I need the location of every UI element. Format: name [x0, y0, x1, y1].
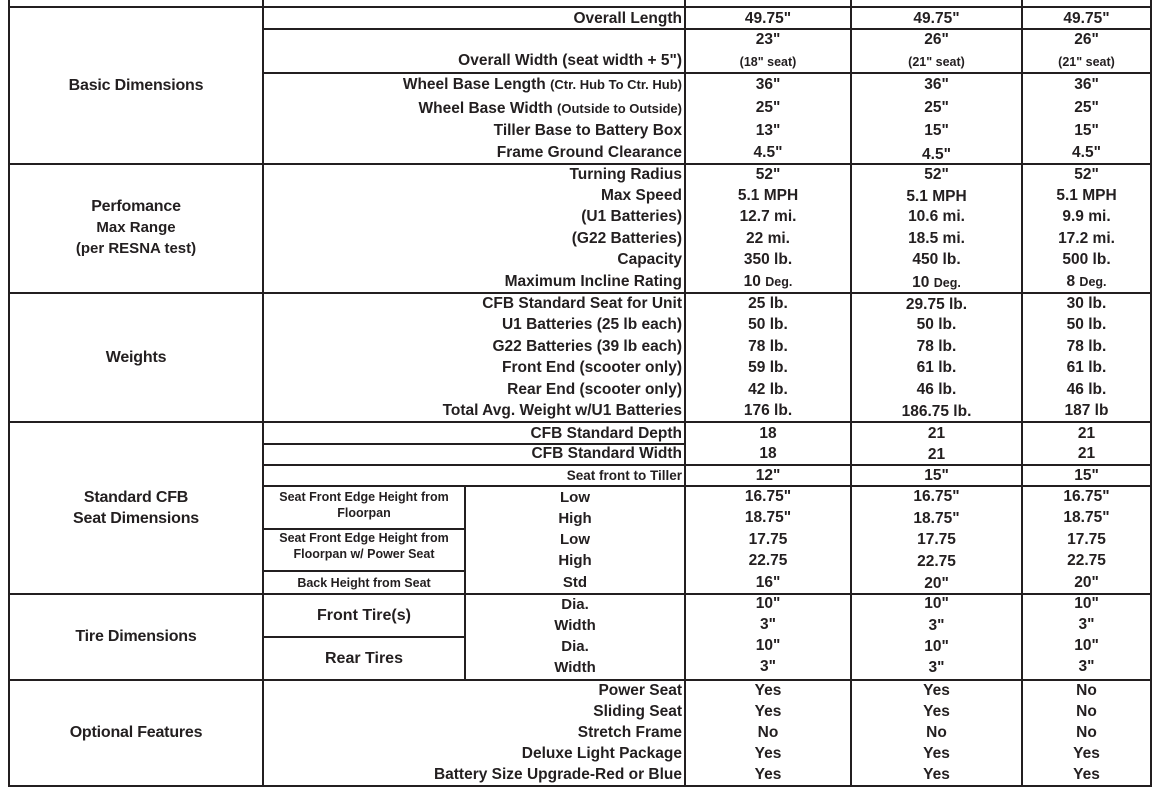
cell-value: Yes — [754, 766, 782, 783]
cell-value: 3" — [760, 616, 776, 633]
cell-value: 22.75 — [748, 552, 788, 569]
row-label: Frame Ground Clearance — [496, 144, 682, 161]
cell-value: 10 Deg. — [912, 274, 961, 291]
cell-value: 17.2 mi. — [1058, 230, 1115, 247]
cell-value: 3" — [760, 658, 776, 675]
sub-label: Width — [554, 659, 596, 676]
cell-value: No — [926, 724, 947, 741]
cell-value: 36" — [755, 76, 781, 93]
section-basic-dimensions — [10, 8, 262, 163]
section-seat-dimensions — [10, 423, 262, 593]
grid-line — [262, 485, 1152, 487]
cell-value: 21 — [1077, 425, 1096, 442]
grid-line — [262, 0, 264, 787]
grid-line — [8, 785, 1152, 787]
cell-value: 500 lb. — [1062, 251, 1111, 268]
cell-value: 15" — [924, 122, 949, 139]
row-label: Stretch Frame — [577, 724, 682, 741]
cell-value: Yes — [923, 766, 950, 783]
cell-value: 18.5 mi. — [908, 230, 965, 247]
sub-label: Low — [560, 489, 590, 506]
cell-value: 49.75" — [744, 10, 792, 27]
cell-value: 15" — [1074, 122, 1099, 139]
row-label: CFB Standard Seat for Unit — [482, 295, 682, 312]
cell-value: 3" — [1078, 658, 1095, 675]
cell-value: No — [1076, 682, 1097, 699]
cell-value: 16.75" — [744, 488, 792, 505]
cell-value: 22.75 — [917, 553, 956, 570]
cell-value: Yes — [754, 703, 782, 720]
cell-value: 50 lb. — [916, 316, 957, 333]
cell-note: (21" seat) — [1058, 55, 1115, 69]
cell-value: No — [1076, 703, 1097, 720]
sub-label: Dia. — [561, 596, 589, 613]
row-label: Sliding Seat — [593, 703, 682, 720]
cell-value: 25" — [1074, 99, 1099, 116]
cell-value: 46 lb. — [1066, 381, 1107, 398]
cell-value: Yes — [1073, 745, 1100, 762]
cell-value: 5.1 MPH — [737, 187, 799, 204]
cell-value: 21 — [927, 425, 946, 442]
cell-value: 12.7 mi. — [739, 208, 797, 225]
grid-line — [262, 464, 1152, 466]
section-title: Standard CFB — [83, 488, 189, 506]
row-label: Battery Size Upgrade-Red or Blue — [433, 766, 682, 783]
cell-value: 9.9 mi. — [1062, 208, 1111, 225]
cell-value: 10" — [924, 595, 949, 612]
cell-value: 5.1 MPH — [906, 188, 967, 205]
cell-value: 10.6 mi. — [908, 208, 965, 225]
cell-value: 36" — [924, 76, 949, 93]
row-label: G22 Batteries (39 lb each) — [492, 338, 682, 355]
cell-value: 3" — [928, 617, 945, 634]
row-label: Turning Radius — [569, 166, 682, 183]
cell-value: Yes — [1073, 766, 1100, 783]
row-label: Tiller Base to Battery Box — [493, 122, 682, 139]
cell-value: 78 lb. — [916, 338, 957, 355]
row-label: Deluxe Light Package — [521, 745, 682, 762]
group-label: Front Tire(s) — [317, 607, 411, 624]
cell-value: 18.75" — [913, 510, 960, 527]
cell-value: 18 — [759, 425, 777, 442]
cell-value: 16.75" — [1063, 488, 1110, 505]
cell-value: 186.75 lb. — [901, 403, 972, 420]
cell-value: 10" — [924, 638, 949, 655]
cell-value: 10" — [1074, 637, 1099, 654]
cell-value: 78 lb. — [748, 338, 788, 355]
row-label: Wheel Base Length (Ctr. Hub To Ctr. Hub) — [402, 76, 682, 93]
row-label: (G22 Batteries) — [571, 230, 682, 247]
cell-value: 29.75 lb. — [905, 296, 968, 313]
cell-value: 25" — [924, 99, 949, 116]
sub-label: High — [558, 552, 592, 569]
grid-line — [262, 28, 1152, 30]
section-title: Weights — [105, 348, 167, 366]
cell-value: 20" — [924, 575, 949, 592]
cell-value: 18 — [759, 445, 777, 462]
cell-value: 16.75" — [913, 488, 960, 505]
cell-value: 52" — [755, 166, 781, 183]
row-label: Rear End (scooter only) — [507, 381, 682, 398]
group-label: Seat Front Edge Height from Floorpan — [279, 490, 449, 521]
row-label: Overall Width (seat width + 5") — [458, 52, 682, 69]
section-subtitle: (per RESNA test) — [75, 240, 197, 257]
row-label: (U1 Batteries) — [581, 208, 682, 225]
cell-value: 3" — [928, 659, 945, 676]
section-performance — [10, 165, 262, 292]
row-label: Power Seat — [598, 682, 682, 699]
cell-value: 49.75" — [1063, 10, 1110, 27]
cell-value: 17.75 — [748, 531, 788, 548]
group-label: Back Height from Seat — [297, 576, 431, 590]
row-label: CFB Standard Depth — [530, 425, 682, 442]
cell-value: Yes — [754, 682, 782, 699]
cell-value: 10" — [755, 595, 781, 612]
cell-value: 36" — [1074, 76, 1099, 93]
cell-value: 12" — [755, 467, 781, 484]
cell-value: 176 lb. — [743, 402, 793, 419]
cell-value: 46 lb. — [916, 381, 957, 398]
sub-label: High — [558, 510, 592, 527]
cell-value: 25 lb. — [748, 295, 788, 312]
cell-value: 49.75" — [913, 10, 960, 27]
cell-value: 17.75 — [1067, 531, 1106, 548]
cell-value: 10 Deg. — [743, 273, 793, 290]
cell-value: 8 Deg. — [1066, 273, 1107, 290]
cell-value: 30 lb. — [1066, 295, 1107, 312]
cell-value: 16" — [755, 574, 781, 591]
section-tire-dimensions — [10, 595, 262, 679]
cell-value: 61 lb. — [1066, 359, 1107, 376]
cell-value: 450 lb. — [912, 251, 961, 268]
row-label: Total Avg. Weight w/U1 Batteries — [442, 402, 682, 419]
cell-value: 52" — [924, 166, 949, 183]
grid-line — [262, 72, 1152, 74]
sub-label: Dia. — [561, 638, 589, 655]
cell-value: 21 — [927, 446, 946, 463]
grid-line — [262, 636, 466, 638]
cell-value: 187 lb — [1064, 402, 1109, 419]
row-label: CFB Standard Width — [531, 445, 682, 462]
cell-value: 42 lb. — [748, 381, 788, 398]
section-subtitle: Max Range — [96, 219, 176, 237]
section-title: Perfomance — [91, 198, 181, 216]
section-title: Seat Dimensions — [73, 509, 199, 527]
cell-value: 350 lb. — [743, 251, 793, 268]
cell-value: 18.75" — [744, 509, 792, 526]
grid-line — [262, 570, 466, 572]
row-label: Overall Length — [573, 10, 682, 27]
cell-value: 22.75 — [1067, 552, 1106, 569]
cell-value: 21 — [1077, 445, 1096, 462]
section-title: Optional Features — [69, 724, 203, 741]
cell-value: 10" — [755, 637, 781, 654]
cell-value: 5.1 MPH — [1056, 187, 1117, 204]
cell-value: 59 lb. — [748, 359, 788, 376]
sub-label: Width — [554, 617, 596, 634]
row-label: Seat front to Tiller — [566, 468, 682, 483]
cell-value: Yes — [923, 703, 950, 720]
cell-value: Yes — [923, 745, 950, 762]
row-label: Maximum Incline Rating — [504, 273, 682, 290]
row-label: Max Speed — [601, 187, 682, 204]
group-label: Seat Front Edge Height from Floorpan w/ Power Seat — [279, 531, 449, 562]
row-label: Capacity — [617, 251, 682, 268]
cell-value: 4.5" — [753, 144, 783, 161]
section-title: Tire Dimensions — [75, 628, 197, 645]
cell-value: No — [757, 724, 779, 741]
section-optional-features — [10, 681, 262, 785]
cell-value: 18.75" — [1063, 509, 1110, 526]
sub-label: Low — [560, 531, 590, 548]
cell-value: 15" — [1074, 467, 1099, 484]
cell-value: 4.5" — [1072, 144, 1101, 161]
cell-value: 17.75 — [917, 531, 956, 548]
group-label: Rear Tires — [325, 650, 403, 667]
section-weights — [10, 294, 262, 421]
sub-label: Std — [562, 574, 588, 591]
cell-value: 61 lb. — [916, 359, 957, 376]
cell-value: 50 lb. — [1066, 316, 1107, 333]
cell-value: 52" — [1074, 166, 1099, 183]
cell-value: 22 mi. — [746, 230, 790, 247]
row-label: Wheel Base Width (Outside to Outside) — [418, 100, 682, 117]
cell-value: 50 lb. — [748, 316, 788, 333]
cell-value: 26" — [924, 31, 949, 48]
cell-value: 10" — [1074, 595, 1099, 612]
cell-value: 23" — [755, 31, 781, 48]
cell-value: 25" — [755, 99, 781, 116]
cell-value: Yes — [754, 745, 782, 762]
row-label: U1 Batteries (25 lb each) — [501, 316, 682, 333]
cell-value: 4.5" — [922, 146, 951, 163]
cell-note: (21" seat) — [908, 55, 965, 69]
cell-value: 15" — [924, 467, 949, 484]
cell-value: No — [1076, 724, 1097, 741]
cell-value: Yes — [923, 682, 950, 699]
cell-value: 78 lb. — [1066, 338, 1107, 355]
cell-value: 13" — [755, 122, 781, 139]
cell-note: (18" seat) — [739, 55, 797, 69]
row-label: Front End (scooter only) — [502, 359, 682, 376]
cell-value: 20" — [1074, 574, 1099, 591]
cell-value: 3" — [1078, 616, 1095, 633]
cell-value: 26" — [1074, 31, 1099, 48]
section-title: Basic Dimensions — [68, 76, 204, 94]
grid-line — [1150, 0, 1152, 787]
